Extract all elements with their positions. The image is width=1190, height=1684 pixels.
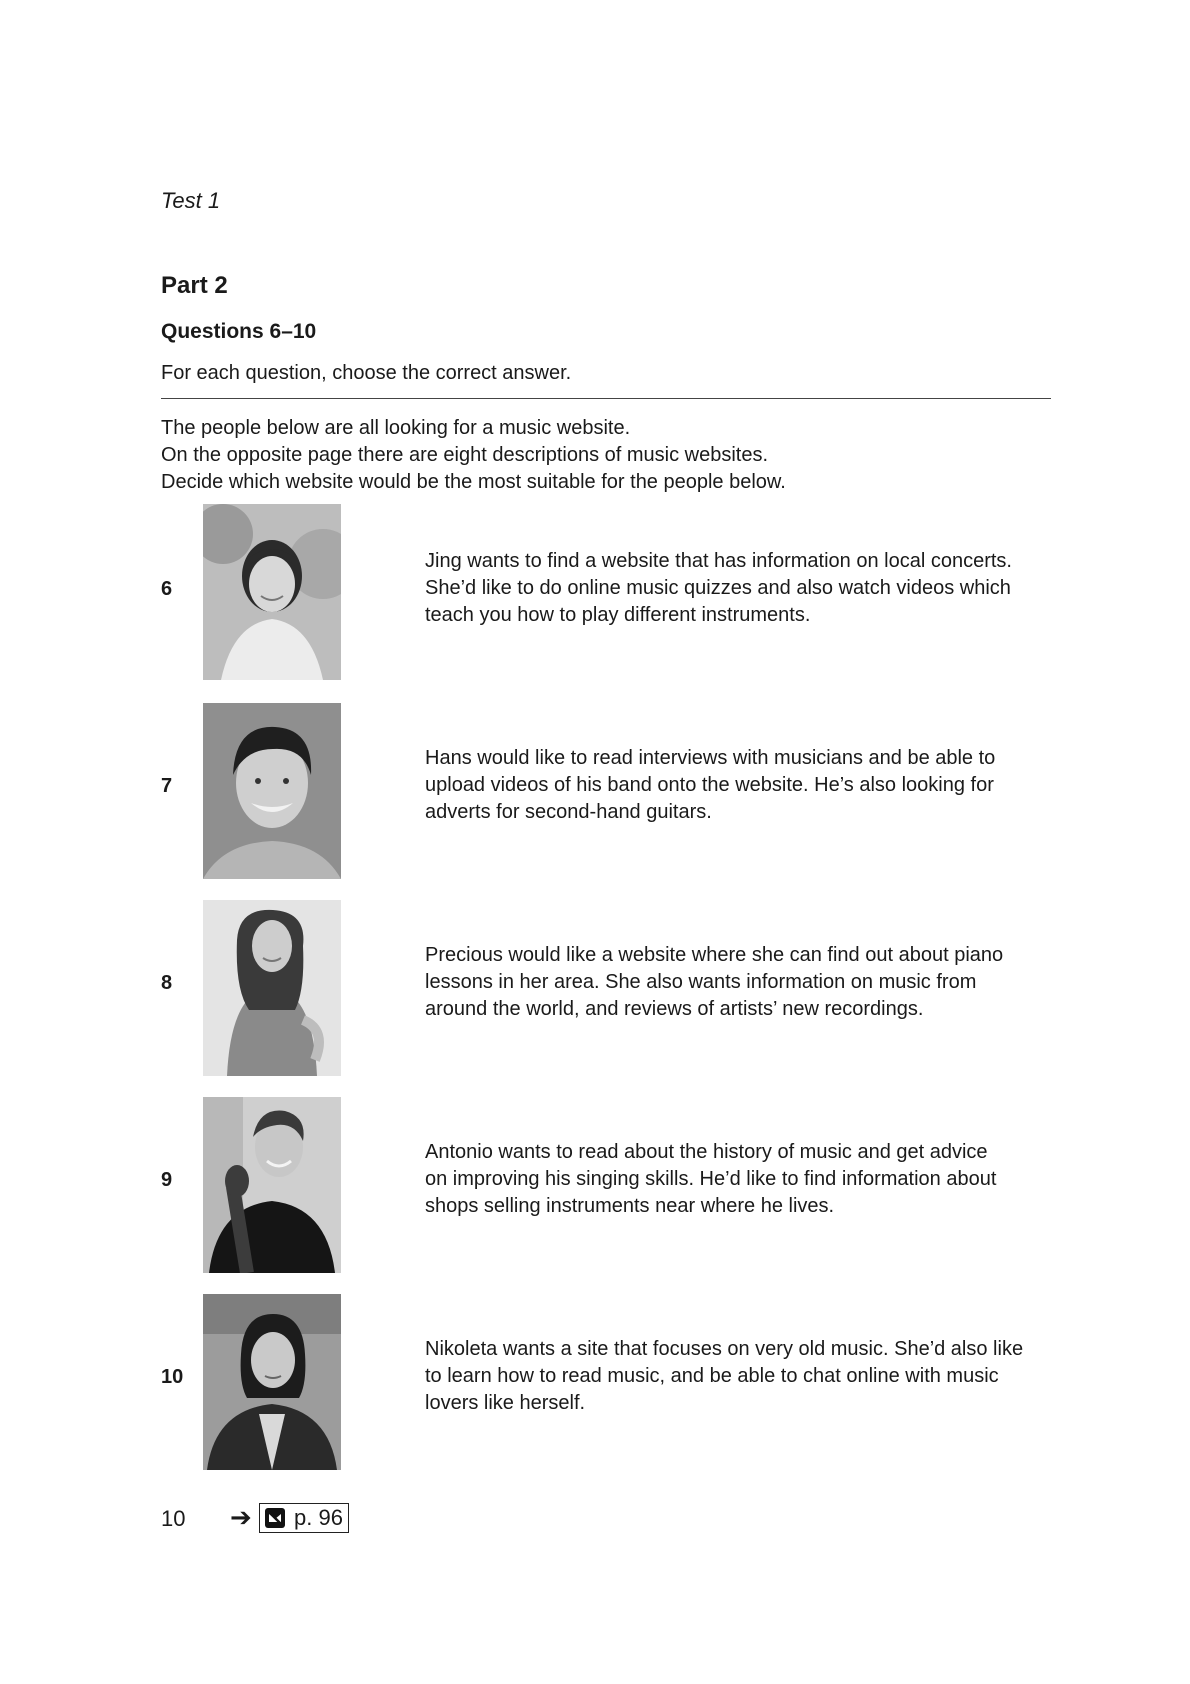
question-line: adverts for second-hand guitars. (425, 801, 712, 823)
answer-key-icon (264, 1507, 286, 1529)
woman-in-jacket-portrait (203, 1294, 341, 1470)
question-line: Jing wants to find a website that has information on local concerts. (425, 550, 1012, 572)
question-line: shops selling instruments near where he lives. (425, 1195, 835, 1217)
question-text (425, 1336, 1065, 1417)
right-arrow-icon: ➔ (230, 1502, 252, 1532)
intro-line: The people below are all looking for a music website. (161, 417, 631, 439)
question-number: 10 (161, 1366, 184, 1388)
question-number: 6 (161, 578, 173, 600)
question-line: Hans would like to read interviews with musicians and be able to (425, 747, 996, 769)
question-text (425, 548, 1065, 629)
question-line: lovers like herself. (425, 1392, 586, 1414)
woman-portrait (203, 900, 341, 1076)
question-text (425, 745, 1065, 826)
divider (161, 398, 1051, 399)
running-head: Test 1 (161, 188, 221, 213)
question-text (425, 1139, 1065, 1220)
intro-line: Decide which website would be the most suitable for the people below. (161, 471, 786, 493)
question-number: 7 (161, 775, 173, 797)
question-line: Antonio wants to read about the history of music and get advice (425, 1141, 988, 1163)
question-line: on improving his singing skills. He’d like to find information about (425, 1168, 997, 1190)
part-title: Part 2 (161, 272, 228, 299)
intro-text (161, 415, 786, 496)
intro-line: On the opposite page there are eight descriptions of music websites. (161, 444, 769, 466)
instruction: For each question, choose the correct answer. (161, 362, 572, 384)
answer-key-page: p. 96 (294, 1505, 343, 1530)
question-number: 9 (161, 1169, 173, 1191)
question-text (425, 942, 1065, 1023)
questions-range: Questions 6–10 (161, 320, 317, 343)
question-line: Nikoleta wants a site that focuses on very old music. She’d also like (425, 1338, 1024, 1360)
question-line: around the world, and reviews of artists’ new recordings. (425, 998, 924, 1020)
question-number: 8 (161, 972, 173, 994)
young-man-portrait (203, 703, 341, 879)
question-line: She’d like to do online music quizzes and also watch videos which (425, 577, 1011, 599)
question-line: lessons in her area. She also wants information on music from (425, 971, 977, 993)
question-line: to learn how to read music, and be able to chat online with music (425, 1365, 999, 1387)
man-with-guitar-portrait (203, 1097, 341, 1273)
young-woman-portrait (203, 504, 341, 680)
question-line: upload videos of his band onto the website. He’s also looking for (425, 774, 994, 796)
question-line: teach you how to play different instruments. (425, 604, 811, 626)
answer-key-reference[interactable] (259, 1503, 349, 1533)
page-number: 10 (161, 1506, 186, 1531)
question-line: Precious would like a website where she can find out about piano (425, 944, 1004, 966)
